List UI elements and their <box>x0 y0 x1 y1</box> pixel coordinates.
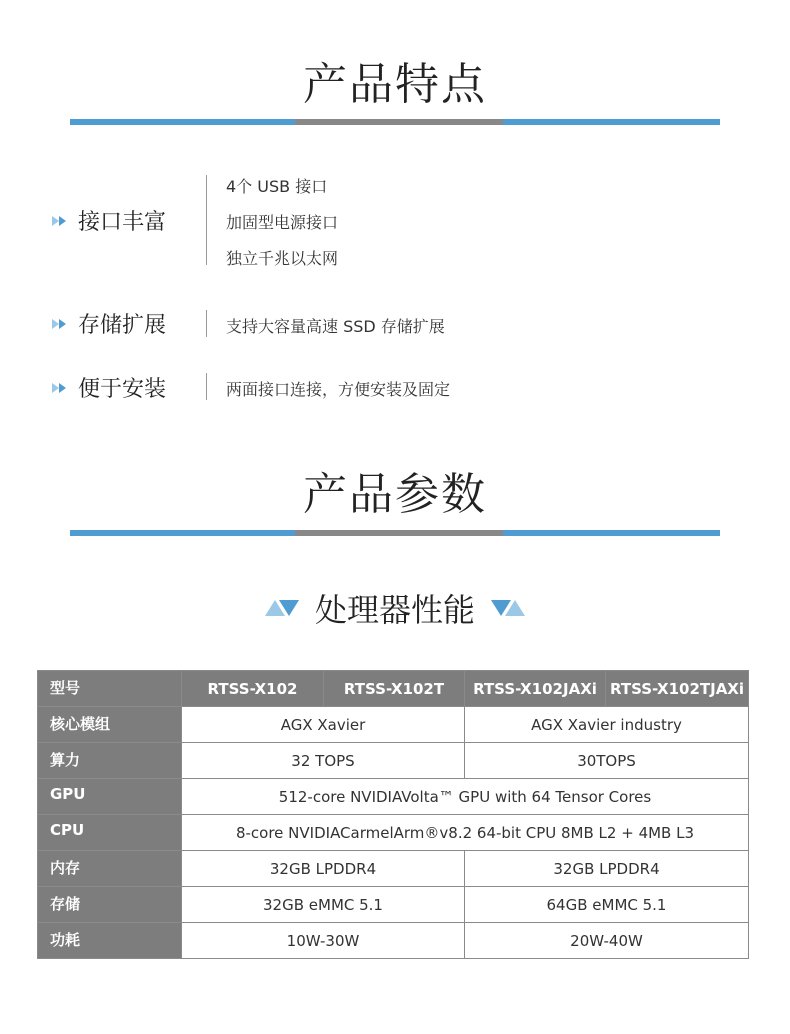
table-cell: 8-core NVIDIACarmelArm®v8.2 64-bit CPU 8MB L2 + 4MB L3 <box>182 815 749 851</box>
row-label: 功耗 <box>38 923 182 959</box>
feature-item: 4个 USB 接口 <box>226 177 328 196</box>
table-row <box>38 671 749 707</box>
table-cell: 32GB LPDDR4 <box>182 851 465 887</box>
spec-table <box>37 670 749 959</box>
table-cell: 10W-30W <box>182 923 465 959</box>
double-arrow-icon <box>52 317 70 331</box>
table-row <box>38 851 749 887</box>
feature-item: 加固型电源接口 <box>226 213 339 232</box>
feature-separator <box>206 175 207 265</box>
table-cell: 64GB eMMC 5.1 <box>465 887 749 923</box>
table-cell: 30TOPS <box>465 743 749 779</box>
table-cell: 32GB LPDDR4 <box>465 851 749 887</box>
table-cell: AGX Xavier <box>182 707 465 743</box>
table-row <box>38 887 749 923</box>
table-row <box>38 707 749 743</box>
feature-label-text: 存储扩展 <box>78 313 167 338</box>
double-arrow-icon <box>52 381 70 395</box>
triangle-right-icon <box>491 598 525 618</box>
row-label: 存储 <box>38 887 182 923</box>
feature-label-text: 接口丰富 <box>78 210 167 235</box>
table-row <box>38 815 749 851</box>
features-title: 产品特点 <box>303 59 487 110</box>
triangle-left-icon <box>265 598 299 618</box>
features-divider <box>70 119 720 125</box>
row-label: 核心模组 <box>38 707 182 743</box>
table-cell: 512-core NVIDIAVolta™ GPU with 64 Tensor Cores <box>182 779 749 815</box>
model-header-cell: RTSS-X102TJAXi <box>606 671 749 707</box>
feature-item: 支持大容量高速 SSD 存储扩展 <box>226 317 445 336</box>
table-cell: 32GB eMMC 5.1 <box>182 887 465 923</box>
table-row <box>38 743 749 779</box>
table-row <box>38 923 749 959</box>
table-row <box>38 779 749 815</box>
double-arrow-icon <box>52 214 70 228</box>
feature-separator <box>206 310 207 337</box>
feature-label-text: 便于安装 <box>78 377 167 402</box>
model-header-cell: RTSS-X102JAXi <box>465 671 606 707</box>
row-label: 内存 <box>38 851 182 887</box>
row-label: CPU <box>38 815 182 851</box>
feature-label-interfaces <box>52 205 166 236</box>
sub-title-text: 处理器性能 <box>314 591 475 629</box>
feature-item: 独立千兆以太网 <box>226 249 339 268</box>
row-label: 算力 <box>38 743 182 779</box>
params-divider <box>70 530 720 536</box>
table-cell: 32 TOPS <box>182 743 465 779</box>
params-title: 产品参数 <box>303 469 487 520</box>
table-header-cell: 型号 <box>38 671 182 707</box>
model-header-cell: RTSS-X102 <box>182 671 324 707</box>
feature-item: 两面接口连接，方便安装及固定 <box>226 380 451 399</box>
feature-label-installation <box>52 372 166 403</box>
feature-separator <box>206 373 207 400</box>
feature-label-storage <box>52 308 166 339</box>
processor-performance-heading <box>0 585 790 631</box>
table-cell: AGX Xavier industry <box>465 707 749 743</box>
table-cell: 20W-40W <box>465 923 749 959</box>
row-label: GPU <box>38 779 182 815</box>
model-header-cell: RTSS-X102T <box>324 671 465 707</box>
